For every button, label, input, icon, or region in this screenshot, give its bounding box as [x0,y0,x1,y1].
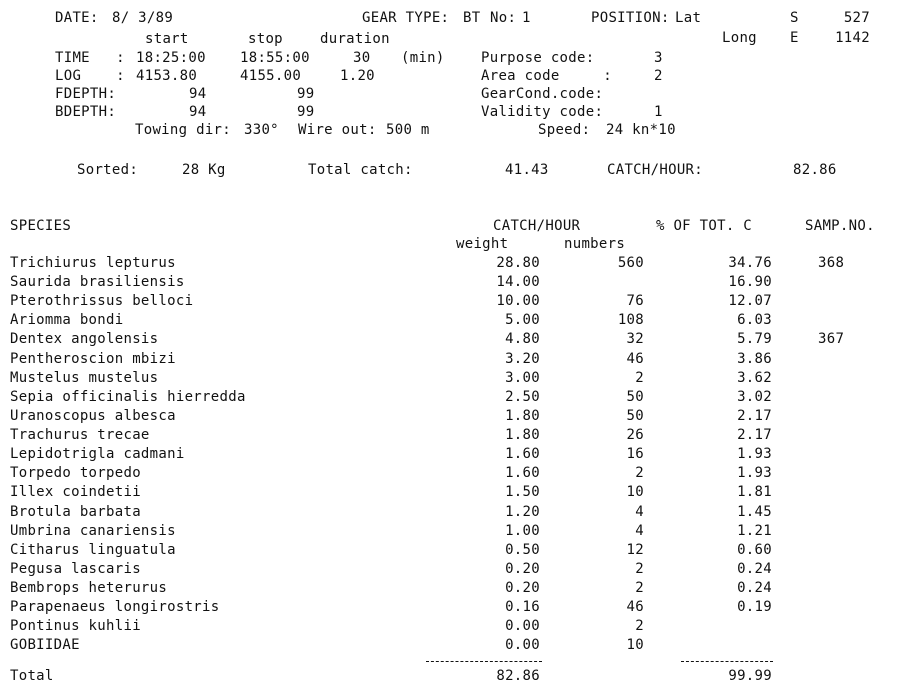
long-hemisphere: E [790,30,799,46]
gear-type-value: BT [463,10,481,26]
long-label: Long [722,30,757,46]
catch-numbers: 560 [617,255,644,271]
species-name: Dentex angolensis [10,331,159,347]
catch-hour-column-header: CATCH/HOUR [493,218,581,234]
long-value: 1142 [835,30,870,46]
sample-number: 367 [818,331,845,347]
log-stop: 4155.00 [240,68,302,84]
catch-weight: 5.00 [505,312,540,328]
catch-weight: 14.00 [496,274,540,290]
station-no-value: 1 [522,10,531,26]
percent-of-total: 12.07 [728,293,772,309]
wire-out-label: Wire out: [298,122,377,138]
col-duration-label: duration [320,31,390,47]
log-start: 4153.80 [136,68,198,84]
catch-weight: 3.00 [505,370,540,386]
catch-numbers: 16 [626,446,644,462]
gearcond-code-label: GearCond.code: [481,86,604,102]
col-stop-label: stop [248,31,283,47]
catch-weight: 0.16 [505,599,540,615]
species-name: Trachurus trecae [10,427,150,443]
weight-total-rule [426,661,542,662]
total-percent: 99.99 [728,668,772,684]
species-name: Brotula barbata [10,504,141,520]
time-start: 18:25:00 [136,50,206,66]
species-name: Torpedo torpedo [10,465,141,481]
catch-weight: 1.80 [505,408,540,424]
species-name: Saurida brasiliensis [10,274,185,290]
percent-of-total: 0.60 [737,542,772,558]
percent-of-total: 2.17 [737,408,772,424]
lat-hemisphere: S [790,10,799,26]
species-name: Mustelus mustelus [10,370,159,386]
catch-weight: 10.00 [496,293,540,309]
catch-weight: 1.50 [505,484,540,500]
percent-of-total: 1.81 [737,484,772,500]
bdepth-start: 94 [189,104,207,120]
sorted-value: 28 Kg [182,162,226,178]
percent-of-total: 0.24 [737,561,772,577]
species-name: Pentheroscion mbizi [10,351,176,367]
catch-weight: 1.60 [505,465,540,481]
gear-type-label: GEAR TYPE: [362,10,450,26]
catch-weight: 1.20 [505,504,540,520]
species-name: GOBIIDAE [10,637,80,653]
catch-numbers: 10 [626,637,644,653]
percent-of-total: 6.03 [737,312,772,328]
species-name: Umbrina canariensis [10,523,176,539]
lat-value: 527 [843,10,870,26]
percent-of-total: 1.21 [737,523,772,539]
catch-weight: 28.80 [496,255,540,271]
towing-dir-value: 330° [244,122,279,138]
catch-numbers: 4 [635,523,644,539]
catch-numbers: 50 [626,408,644,424]
species-name: Lepidotrigla cadmani [10,446,185,462]
species-name: Citharus linguatula [10,542,176,558]
catch-numbers: 2 [635,561,644,577]
percent-of-total: 1.45 [737,504,772,520]
weight-column-header: weight [456,236,509,252]
bdepth-label: BDEPTH: [55,104,117,120]
sample-number: 368 [818,255,845,271]
validity-code-label: Validity code: [481,104,604,120]
percent-of-total: 0.19 [737,599,772,615]
log-label: LOG : [55,68,125,84]
catch-numbers: 76 [626,293,644,309]
catch-numbers: 2 [635,618,644,634]
percent-of-total: 1.93 [737,446,772,462]
catch-weight: 2.50 [505,389,540,405]
log-duration: 1.20 [340,68,375,84]
species-name: Ariomma bondi [10,312,124,328]
percent-of-total: 0.24 [737,580,772,596]
catch-weight: 1.80 [505,427,540,443]
position-label: POSITION: [591,10,670,26]
species-column-header: SPECIES [10,218,72,234]
percent-of-total: 3.02 [737,389,772,405]
time-unit: (min) [401,50,445,66]
catch-weight: 0.00 [505,637,540,653]
species-name: Pontinus kuhlii [10,618,141,634]
species-name: Illex coindetii [10,484,141,500]
catch-weight: 3.20 [505,351,540,367]
catch-numbers: 46 [626,351,644,367]
total-catch-value: 41.43 [505,162,549,178]
species-name: Trichiurus lepturus [10,255,176,271]
catch-numbers: 46 [626,599,644,615]
percent-of-total: 16.90 [728,274,772,290]
percent-of-total: 3.62 [737,370,772,386]
catch-weight: 0.50 [505,542,540,558]
numbers-column-header: numbers [564,236,626,252]
species-name: Parapenaeus longirostris [10,599,220,615]
col-start-label: start [145,31,189,47]
sorted-label: Sorted: [77,162,139,178]
species-name: Sepia officinalis hierredda [10,389,246,405]
species-name: Pterothrissus belloci [10,293,194,309]
percent-total-column-header: % OF TOT. C [656,218,753,234]
time-stop: 18:55:00 [240,50,310,66]
catch-numbers: 26 [626,427,644,443]
total-label: Total [10,668,54,684]
total-weight: 82.86 [496,668,540,684]
purpose-code-label: Purpose code: [481,50,595,66]
species-name: Uranoscopus albesca [10,408,176,424]
time-label: TIME : [55,50,125,66]
speed-label: Speed: [538,122,591,138]
percent-of-total: 3.86 [737,351,772,367]
percent-of-total: 1.93 [737,465,772,481]
catch-weight: 0.00 [505,618,540,634]
catch-per-hour-label: CATCH/HOUR: [607,162,704,178]
area-code-label: Area code : [481,68,612,84]
species-name: Pegusa lascaris [10,561,141,577]
catch-numbers: 12 [626,542,644,558]
percent-of-total: 5.79 [737,331,772,347]
catch-numbers: 2 [635,580,644,596]
time-duration: 30 [353,50,371,66]
catch-numbers: 2 [635,370,644,386]
date-label: DATE: [55,10,99,26]
percent-of-total: 34.76 [728,255,772,271]
species-name: Bembrops heterurus [10,580,168,596]
catch-weight: 1.00 [505,523,540,539]
lat-label: Lat [675,10,702,26]
catch-numbers: 10 [626,484,644,500]
total-catch-label: Total catch: [308,162,413,178]
fdepth-label: FDEPTH: [55,86,117,102]
catch-numbers: 50 [626,389,644,405]
catch-per-hour-value: 82.86 [793,162,837,178]
catch-numbers: 108 [617,312,644,328]
fdepth-start: 94 [189,86,207,102]
station-no-label: No: [490,10,517,26]
wire-out-value: 500 m [386,122,430,138]
percent-of-total: 2.17 [737,427,772,443]
validity-code-value: 1 [654,104,663,120]
sample-no-column-header: SAMP.NO. [805,218,875,234]
bdepth-stop: 99 [297,104,315,120]
catch-weight: 0.20 [505,561,540,577]
fdepth-stop: 99 [297,86,315,102]
catch-numbers: 32 [626,331,644,347]
catch-weight: 4.80 [505,331,540,347]
percent-total-rule [681,661,773,662]
catch-weight: 1.60 [505,446,540,462]
area-code-value: 2 [654,68,663,84]
purpose-code-value: 3 [654,50,663,66]
catch-weight: 0.20 [505,580,540,596]
speed-value: 24 kn*10 [606,122,676,138]
catch-numbers: 2 [635,465,644,481]
towing-dir-label: Towing dir: [135,122,232,138]
catch-numbers: 4 [635,504,644,520]
date-value: 8/ 3/89 [112,10,174,26]
